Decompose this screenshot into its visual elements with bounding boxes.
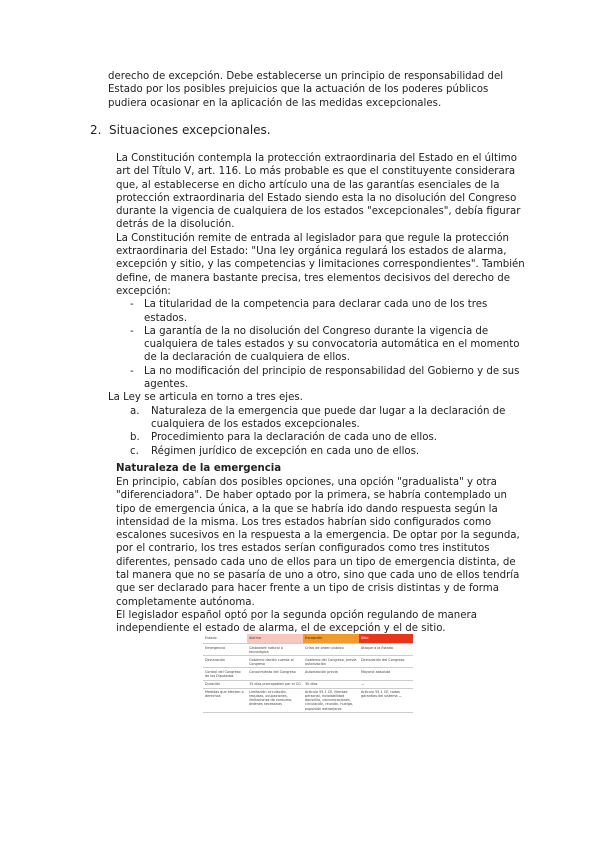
list-text: Procedimiento para la declaración de cada uno de ellos. (151, 432, 437, 444)
list-item (130, 405, 528, 432)
table-cell: Mayoría absoluta (359, 668, 413, 680)
table-cell: Gobierno del Congreso, previa autorización (303, 656, 359, 668)
table-cell: Artículo 55.1 CE, libertad personal, inviolabilidad domicilio, comunicaciones, circulación, reunión, huelga, expulsión extranjeros (303, 688, 359, 712)
table-row (203, 656, 413, 668)
subheading-emergency-nature: Naturaleza de la emergencia (116, 463, 282, 474)
list-item: - La no modificación del principio de responsabilidad del Gobierno y de sus agentes. (130, 365, 528, 392)
table-row (203, 680, 413, 688)
table-cell: Duración (203, 680, 247, 688)
paragraph-constitution-116: La Constitución contempla la protección extraordinaria del Estado en el último art del Título V, art. 116. Lo más probable es que el constituyente considerara que, al establecerse en dicho artículo una de las garantías esenciales de la protección extraordinaria del Estado siendo esta la no disolución del Congreso durante la vigencia de cualquiera de los estados "excepcionales", debía figurar detrás de la disolución. (116, 153, 521, 231)
header-cell-sitio: Sitio (359, 634, 413, 644)
list-item (130, 445, 528, 458)
paragraph-legislator-choice: El legislador español optó por la segunda opción regulando de manera independiente el estado de alarma, el de excepción y el de sitio. (116, 609, 477, 635)
table-cell: Ataque a la Estado (359, 644, 413, 656)
list-marker: b. (130, 432, 140, 444)
states-comparison-table (203, 634, 413, 713)
paragraph-organic-law: La Constitución remite de entrada al legislador para que regule la protección extraordinaria del Estado: "Una ley orgánica regulará los estados de alarma, excepción y sitio, y las competencias y limitaciones correspondientes". También define, de manera bastante precisa, tres elementos decisivos del derecho de excepción: (116, 232, 525, 297)
table-cell: Catástrofe natural o tecnológica (247, 644, 303, 656)
table-cell: Limitación circulación, requisas, ocupaciones, limitaciones de consumo, órdenes necesarias (247, 688, 303, 712)
table-row (203, 644, 413, 656)
intro-paragraph: derecho de excepción. Debe establecerse un principio de responsabilidad del Estado por los posibles prejuicios que la actuación de los poderes públicos pudiera ocasionar en la aplicación de las medidas excepcionales. (108, 71, 504, 109)
table-row (203, 668, 413, 680)
decisive-elements-list (116, 298, 528, 391)
list-item (130, 431, 528, 444)
table-cell: 30 días (303, 680, 359, 688)
table-cell: Gobierno dación cuenta al Congreso (247, 656, 303, 668)
table-cell: Crisis de orden público (303, 644, 359, 656)
table-cell: Medidas que afecten a derechos (203, 688, 247, 712)
table-cell: Artículo 55.1 CE, todas garantías del sistema — (359, 688, 413, 712)
list-item: - La garantía de la no disolución del Congreso durante la vigencia de cualquiera de tales estados y su convocatoria automática en el momento de la declaración de cualquiera de ellos. (130, 325, 528, 365)
section-heading (90, 122, 271, 138)
axes-list (116, 405, 528, 458)
table-cell: Autorización previa (303, 668, 359, 680)
axes-intro: La Ley se articula en torno a tres ejes. (108, 392, 303, 404)
list-marker: c. (130, 445, 139, 457)
table-cell: Conocimiento del Congreso (247, 668, 303, 680)
table-cell: Declaración del Congreso (359, 656, 413, 668)
section-number: 2. (90, 123, 102, 137)
list-marker: a. (130, 405, 140, 417)
table-header-row (203, 634, 413, 644)
paragraph-options: En principio, cabían dos posibles opciones, una opción "gradualista" y otra "diferenciadora". De haber optado por la primera, se habría contemplado un tipo de emergencia única, a la que se habría ido dando respuesta según la intensidad de la misma. Los tres estados habrían sido configurados como escalones sucesivos en la respuesta a la emergencia. De optar por la segunda, por el contrario, los tres estados serían configurados como tres institutos diferentes, pensado cada uno de ellos para un tipo de emergencia distinta, de tal manera que no se pasaría de uno a otro, sino que cada uno de ellos tendría que ser declarado para hacer frente a un tipo de crisis distintas y de forma completamente autónoma. (116, 477, 520, 608)
header-cell: Estado (203, 634, 247, 644)
table-cell: — (359, 680, 413, 688)
list-text: Naturaleza de la emergencia que puede dar lugar a la declaración de cualquiera de los estados excepcionales. (151, 405, 506, 430)
table-cell: 15 días prorrogables por el CG (247, 680, 303, 688)
header-cell-alarma: Alarma (247, 634, 303, 644)
section-title: Situaciones excepcionales. (109, 123, 271, 137)
list-item: - La titularidad de la competencia para declarar cada uno de los tres estados. (130, 298, 528, 325)
header-cell-excepcion: Excepción (303, 634, 359, 644)
section-body (108, 152, 528, 458)
table-cell: Control del Congreso de los Diputados (203, 668, 247, 680)
list-text: Régimen jurídico de excepción en cada uno de ellos. (151, 445, 420, 457)
table-cell: Declaración (203, 656, 247, 668)
table-row (203, 688, 413, 712)
table-cell: Emergencia (203, 644, 247, 656)
subsection-body (116, 476, 528, 636)
